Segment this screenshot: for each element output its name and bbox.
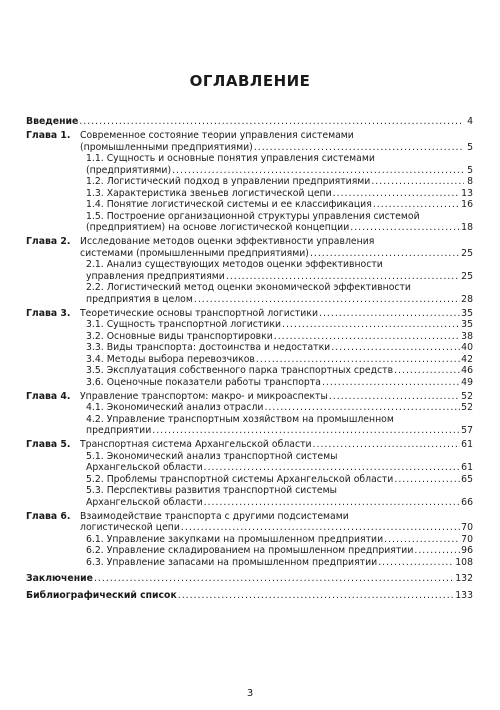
entry-text: 3.5. Эксплуатация собственного парка транспортных средств [86, 365, 394, 376]
toc-entry-section[interactable] [26, 545, 473, 557]
page-ref: 38 [461, 330, 473, 342]
entry-text: системами (промышленными предприятиями) [80, 247, 309, 259]
toc-entry-section[interactable] [26, 319, 473, 331]
entry-text: 3.1. Сущность транспортной логистики [86, 319, 282, 330]
chapter-label: Глава 6. [26, 510, 71, 522]
toc-entry-section[interactable] [26, 259, 473, 282]
dot-leader [254, 142, 464, 154]
dot-leader [172, 165, 464, 177]
chapter-label: Глава 5. [26, 439, 71, 450]
dot-leader [394, 365, 460, 377]
page-ref: 65 [461, 473, 473, 485]
dot-leader [333, 188, 460, 200]
entry-text: предприятия в целом [86, 293, 193, 305]
toc-entry-section[interactable] [26, 365, 473, 377]
page-ref: 52 [461, 390, 473, 402]
toc-entry-chapter[interactable] [26, 130, 473, 153]
page-number: 3 [246, 688, 254, 699]
entry-text: 1.5. Построение организационной структуры управления системой [86, 210, 420, 222]
entry-text: Архангельской области [86, 462, 203, 473]
entry-text: Библиографический список [26, 589, 177, 601]
page-ref: 57 [461, 425, 473, 436]
dot-leader [94, 573, 454, 585]
dot-leader [322, 377, 460, 389]
entry-text: 1.1. Сущность и основные понятия управления системами [86, 153, 375, 164]
toc-entry-section[interactable] [26, 377, 473, 389]
toc-entry-section[interactable] [26, 485, 473, 508]
entry-text: 3.3. Виды транспорта: достоинства и недостатки [86, 342, 331, 353]
entry-text: Заключение [26, 573, 93, 584]
entry-text: 6.1. Управление закупками на промышленном предприятии [86, 533, 384, 545]
entry-text: 5.1. Экономический анализ транспортной системы [86, 450, 338, 462]
chapter-label: Глава 3. [26, 307, 71, 319]
toc-entry-chapter[interactable] [26, 391, 473, 403]
dot-leader [282, 319, 460, 331]
page-ref: 70 [461, 533, 473, 545]
toc-entry-section[interactable] [26, 199, 473, 211]
dot-leader [378, 557, 454, 569]
entry-text: 3.2. Основные виды транспортировки [86, 330, 273, 342]
toc-entry-conclusion[interactable] [26, 573, 473, 585]
page-ref: 66 [461, 496, 473, 508]
entry-text: Современное состояние теории управления системами [80, 130, 354, 141]
dot-leader [226, 271, 460, 283]
entry-text: 4.1. Экономический анализ отрасли [86, 402, 264, 413]
page-ref: 49 [461, 376, 473, 388]
page-ref: 61 [461, 439, 473, 450]
page-ref: 25 [461, 270, 473, 282]
dot-leader [371, 176, 464, 188]
entry-text: 5.3. Перспективы развития транспортной системы [86, 485, 337, 496]
entry-text: (промышленными предприятиями) [80, 141, 253, 153]
page-ref: 35 [461, 319, 473, 330]
page-ref: 5 [467, 141, 473, 153]
toc-entry-section[interactable] [26, 188, 473, 200]
page-ref: 133 [455, 589, 473, 601]
entry-text: логистической цепи [80, 522, 180, 533]
toc-entry-chapter[interactable] [26, 308, 473, 320]
dot-leader [414, 545, 460, 557]
page-ref: 42 [461, 353, 473, 365]
toc-entry-section[interactable] [26, 354, 473, 366]
toc-entry-section[interactable] [26, 534, 473, 546]
entry-text: 6.3. Управление запасами на промышленном предприятии [86, 556, 378, 568]
entry-text: Транспортная система Архангельской области [80, 439, 312, 450]
toc-entry-section[interactable] [26, 474, 473, 486]
entry-text: Архангельской области [86, 496, 203, 508]
page-ref: 13 [461, 187, 473, 199]
page-ref: 5 [467, 164, 473, 176]
dot-leader [384, 534, 460, 546]
page-ref: 16 [461, 199, 473, 210]
toc-entry-section[interactable] [26, 282, 473, 305]
entry-text: (предприятиями) [86, 164, 172, 176]
toc-entry-intro[interactable] [26, 116, 473, 128]
table-of-contents [26, 116, 473, 601]
toc-entry-bibliography[interactable] [26, 590, 473, 602]
entry-text: управления предприятиями [86, 270, 225, 282]
dot-leader [319, 308, 460, 320]
page-ref: 4 [467, 116, 473, 127]
page-ref: 70 [461, 522, 473, 533]
entry-text: Взаимодействие транспорта с другими подсистемами [80, 510, 349, 522]
toc-entry-chapter[interactable] [26, 439, 473, 451]
page-ref: 52 [461, 402, 473, 413]
page-ref: 40 [461, 342, 473, 353]
toc-entry-section[interactable] [26, 211, 473, 234]
page-ref: 8 [467, 176, 473, 187]
page-ref: 108 [455, 556, 473, 568]
toc-entry-section[interactable] [26, 451, 473, 474]
dot-leader [181, 522, 460, 534]
entry-text: Управление транспортом: макро- и микроаспекты [80, 390, 328, 402]
entry-text: Теоретические основы транспортной логистики [80, 307, 318, 319]
dot-leader [373, 199, 460, 211]
toc-entry-section[interactable] [26, 331, 473, 343]
dot-leader [313, 439, 461, 451]
chapter-label: Глава 4. [26, 390, 71, 402]
toc-entry-chapter[interactable] [26, 511, 473, 534]
entry-text: 3.4. Методы выбора перевозчиков [86, 353, 255, 365]
page-ref: 61 [461, 462, 473, 473]
entry-text: 2.1. Анализ существующих методов оценки эффективности [86, 259, 383, 270]
entry-text: 2.2. Логистический метод оценки экономической эффективности [86, 282, 411, 293]
dot-leader [152, 425, 460, 437]
entry-text: 1.2. Логистический подход в управлении предприятиями [86, 176, 371, 187]
dot-leader [394, 474, 460, 486]
entry-text: 1.4. Понятие логистической системы и ее классификация [86, 199, 372, 210]
chapter-label: Глава 2. [26, 236, 71, 247]
entry-text: 5.2. Проблемы транспортной системы Архангельской области [86, 473, 394, 485]
page-ref: 46 [461, 365, 473, 376]
entry-text: Исследование методов оценки эффективности управления [80, 236, 375, 247]
toc-entry-section[interactable] [26, 557, 473, 569]
page-ref: 28 [461, 293, 473, 305]
entry-text: предприятии [86, 425, 152, 436]
toc-entry-section[interactable] [26, 414, 473, 437]
chapter-label: Глава 1. [26, 130, 71, 141]
dot-leader [204, 497, 461, 509]
toc-entry-section[interactable] [26, 176, 473, 188]
page-ref: 35 [461, 307, 473, 319]
toc-entry-section[interactable] [26, 402, 473, 414]
dot-leader [310, 248, 460, 260]
entry-text: 6.2. Управление складированием на промышленном предприятии [86, 545, 414, 556]
entry-text: 3.6. Оценочные показатели работы транспорта [86, 376, 321, 388]
entry-text: 1.3. Характеристика звеньев логистической цепи [86, 187, 332, 199]
entry-text: 4.2. Управление транспортным хозяйством на промышленном [86, 413, 394, 425]
dot-leader [331, 342, 460, 354]
dot-leader [256, 354, 460, 366]
dot-leader [79, 116, 464, 128]
page-ref: 18 [461, 222, 473, 233]
dot-leader [264, 402, 460, 414]
dot-leader [204, 462, 461, 474]
entry-text: Введение [26, 116, 79, 127]
entry-text: (предприятием) на основе логистической концепции [86, 222, 350, 233]
page-title: ОГЛАВЛЕНИЕ [189, 72, 311, 90]
page-ref: 132 [455, 573, 473, 584]
toc-entry-section[interactable] [26, 153, 473, 176]
toc-entry-section[interactable] [26, 342, 473, 354]
toc-entry-chapter[interactable] [26, 236, 473, 259]
dot-leader [329, 391, 460, 403]
page-ref: 25 [461, 247, 473, 259]
dot-leader [274, 331, 460, 343]
dot-leader [178, 590, 454, 602]
page-ref: 96 [461, 545, 473, 556]
dot-leader [350, 222, 460, 234]
dot-leader [194, 294, 460, 306]
